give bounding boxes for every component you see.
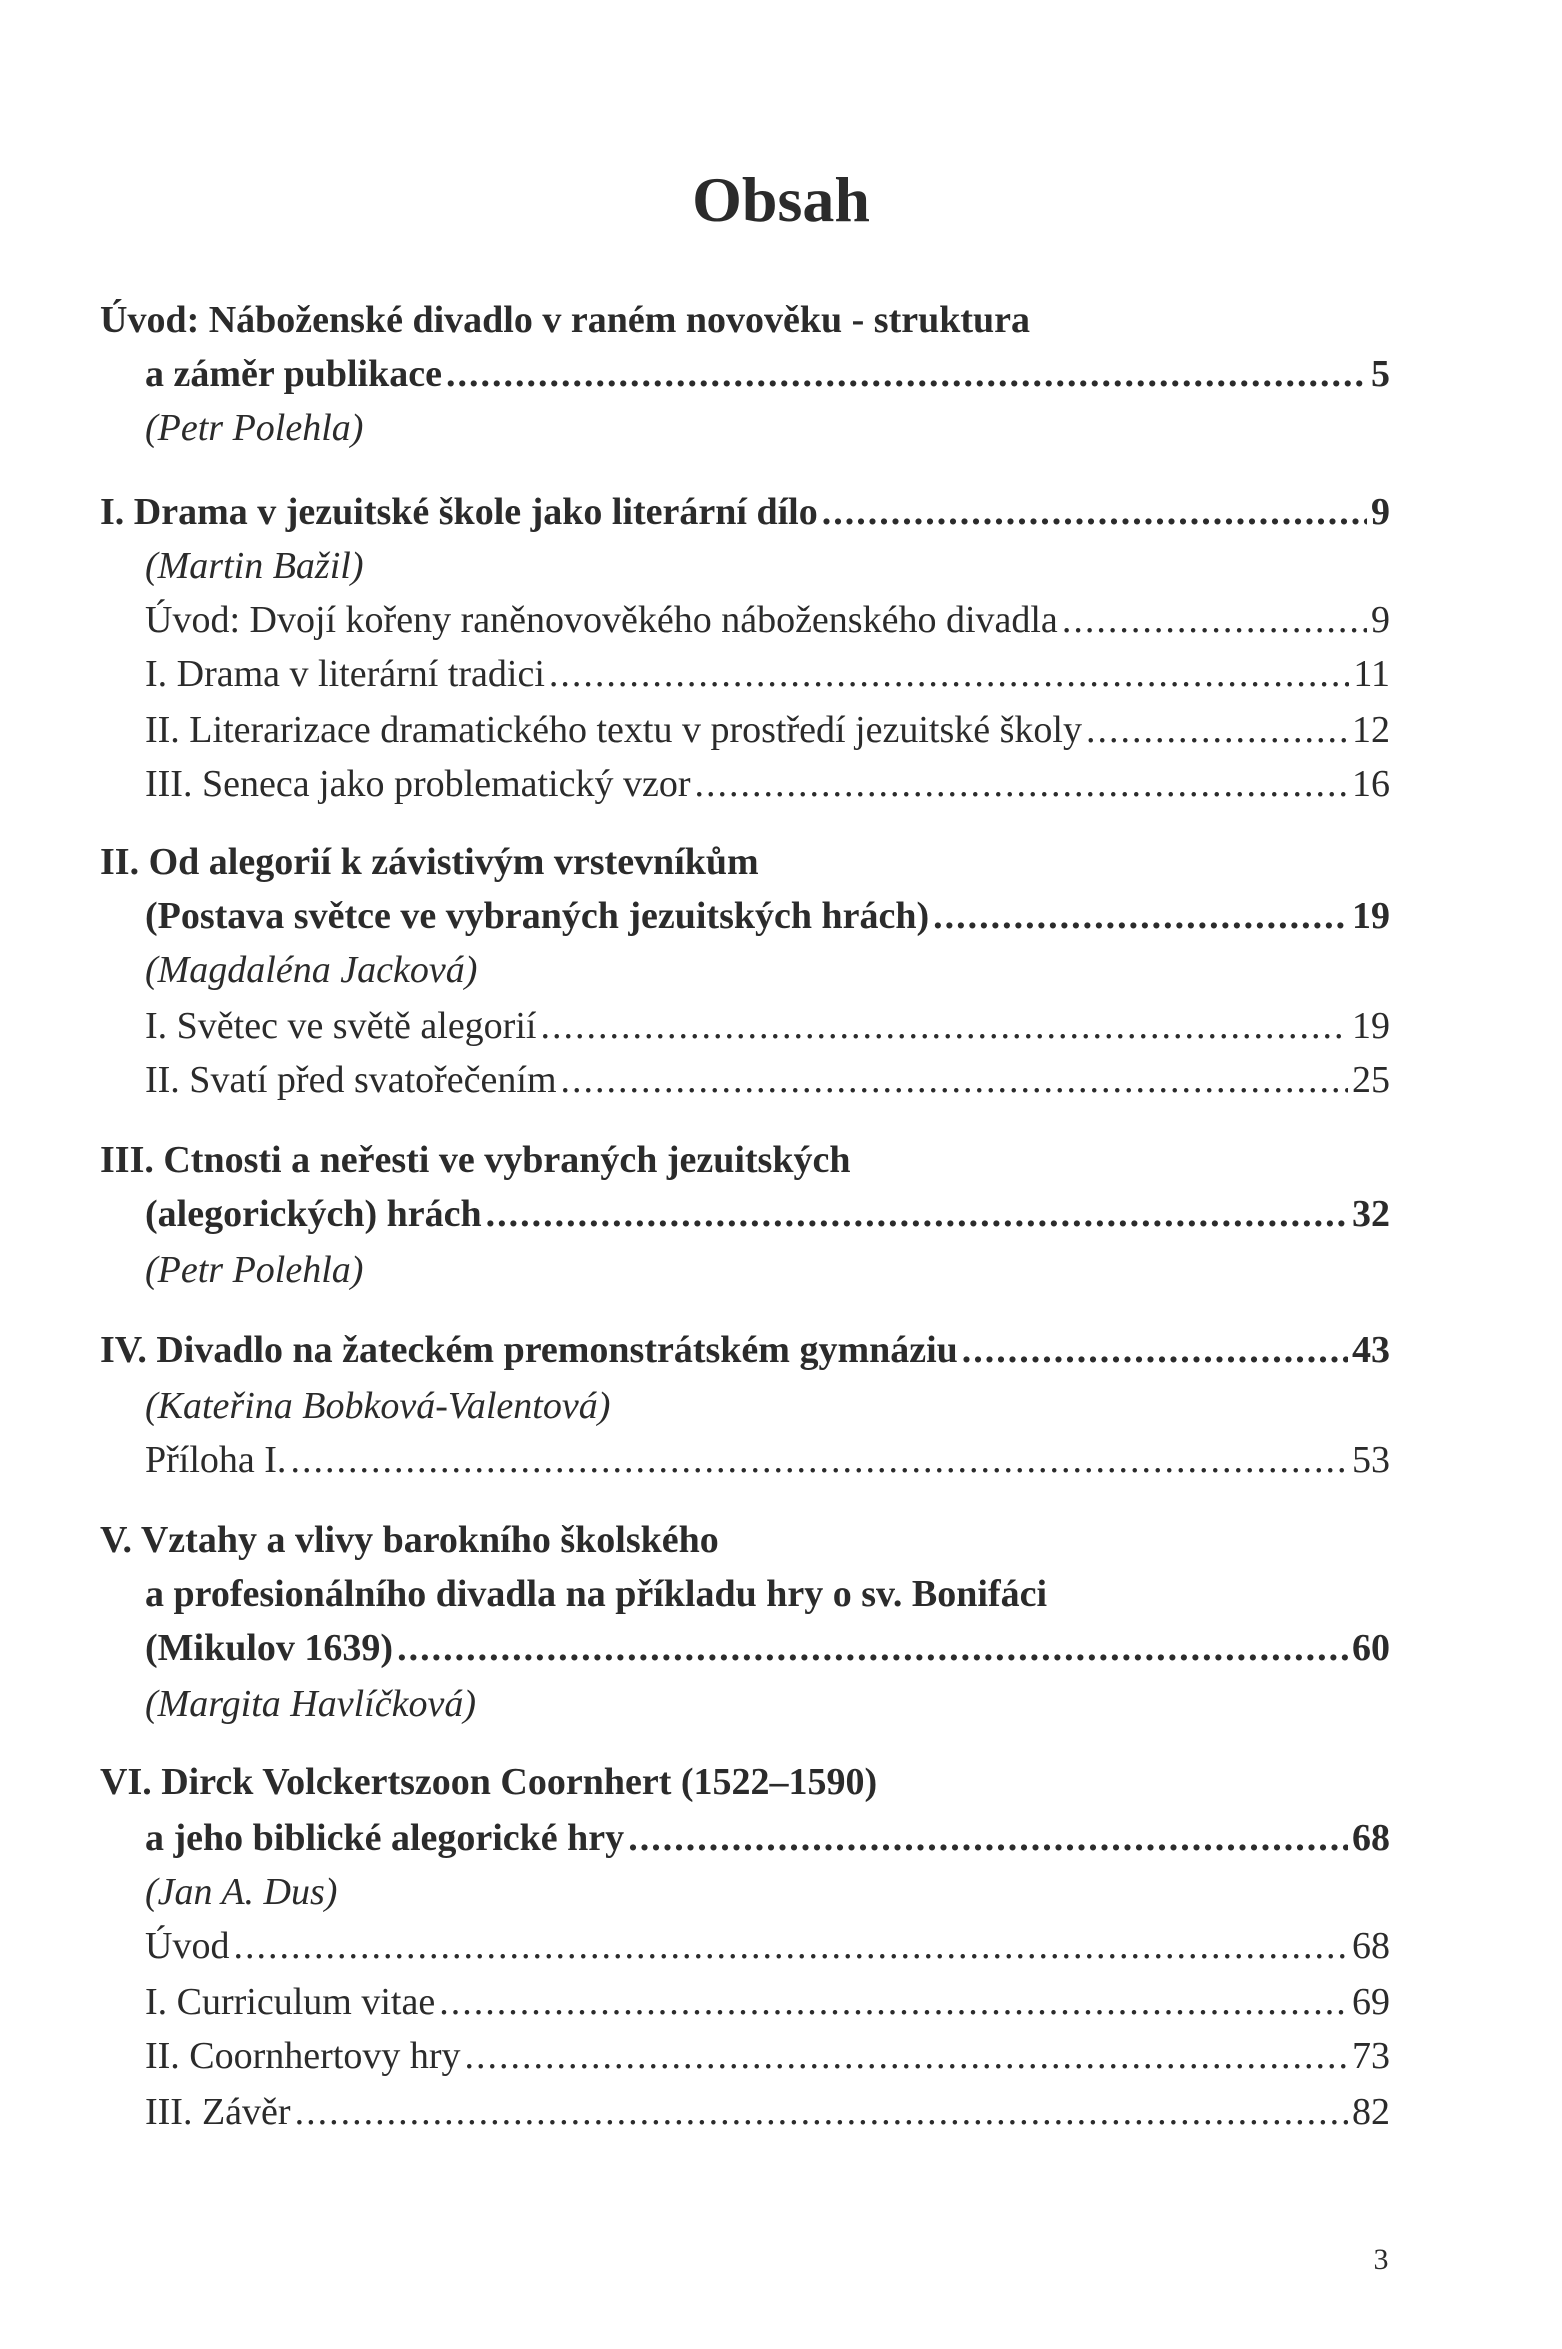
toc-sub-entry[interactable] [145,2028,1390,2084]
toc-heading-title: IV. Divadlo na žateckém premonstrátském gymnáziu [100,1329,958,1371]
toc-heading-entry[interactable] [145,1620,1390,1676]
toc-sub-title: I. Světec ve světě alegorií [145,1005,537,1047]
dot-leader [962,1322,1348,1378]
page-ref: 5 [1371,353,1390,395]
dot-leader [1062,592,1367,648]
toc-heading-title: (Mikulov 1639) [145,1627,394,1669]
page-ref: 82 [1352,2091,1390,2133]
toc-sub-title: I. Drama v literární tradici [145,653,545,695]
toc-sub-entry[interactable] [145,1918,1390,1974]
toc-sub-entry[interactable] [145,1432,1390,1488]
dot-leader [295,2084,1348,2140]
dot-leader [397,1620,1348,1676]
toc-heading-line: V. Vztahy a vlivy barokního školského [100,1519,719,1561]
toc-sub-entry[interactable] [145,1052,1390,1108]
toc-heading-line: a profesionálního divadla na příkladu hry o sv. Bonifáci [145,1573,1048,1615]
page-ref: 69 [1352,1981,1390,2023]
page-ref: 9 [1371,599,1390,641]
dot-leader [486,1186,1348,1242]
dot-leader [439,1974,1348,2030]
author-line: (Jan A. Dus) [145,1871,338,1913]
page-ref: 12 [1352,709,1390,751]
toc-heading-entry[interactable] [100,484,1390,540]
page-ref: 19 [1352,1005,1390,1047]
toc-sub-title: II. Literarizace dramatického textu v prostředí jezuitské školy [145,709,1082,751]
toc-sub-entry[interactable] [145,592,1390,648]
toc-heading-entry[interactable] [145,1810,1390,1866]
toc-sub-title: Úvod [145,1925,230,1967]
toc-sub-title: III. Závěr [145,2091,291,2133]
toc-heading-entry[interactable] [145,888,1390,944]
toc-sub-title: Příloha I. [145,1439,287,1481]
toc-heading-line: Úvod: Náboženské divadlo v raném novověku - struktura [100,299,1031,341]
toc-heading-line: III. Ctnosti a neřesti ve vybraných jezuitských [100,1139,851,1181]
dot-leader [628,1810,1348,1866]
toc-sub-entry[interactable] [145,2084,1390,2140]
author-line: (Petr Polehla) [145,407,364,449]
page-ref: 16 [1352,763,1390,805]
dot-leader [233,1918,1348,1974]
page-ref: 19 [1352,895,1390,937]
page-ref: 60 [1352,1627,1390,1669]
page-ref: 25 [1352,1059,1390,1101]
toc-sub-entry[interactable] [145,756,1390,812]
page-ref: 68 [1352,1925,1390,1967]
toc-sub-title: III. Seneca jako problematický vzor [145,763,691,805]
dot-leader [446,346,1367,402]
toc-sub-entry[interactable] [145,646,1390,702]
toc-heading-title: a záměr publikace [145,353,442,395]
dot-leader [561,1052,1348,1108]
page-ref: 43 [1352,1329,1390,1371]
page-ref: 73 [1352,2035,1390,2077]
dot-leader [933,888,1348,944]
dot-leader [549,646,1350,702]
page-ref: 9 [1371,491,1390,533]
toc-heading-entry[interactable] [100,1322,1390,1378]
toc-sub-title: II. Svatí před svatořečením [145,1059,557,1101]
toc-heading-title: (Postava světce ve vybraných jezuitských hrách) [145,895,930,937]
page-ref: 53 [1352,1439,1390,1481]
author-line: (Magdaléna Jacková) [145,949,478,991]
toc-heading-title: a jeho biblické alegorické hry [145,1817,625,1859]
toc-heading-entry[interactable] [145,1186,1390,1242]
toc-sub-title: I. Curriculum vitae [145,1981,436,2023]
toc-heading-entry[interactable] [145,346,1390,402]
toc-heading-line: VI. Dirck Volckertszoon Coornhert (1522–1590) [100,1761,878,1803]
toc-sub-entry[interactable] [145,1974,1390,2030]
toc-sub-entry[interactable] [145,702,1390,758]
toc-heading-title: (alegorických) hrách [145,1193,482,1235]
dot-leader [1086,702,1348,758]
author-line: (Petr Polehla) [145,1249,364,1291]
toc-sub-title: II. Coornhertovy hry [145,2035,461,2077]
toc-heading-title: I. Drama v jezuitské škole jako literární dílo [100,491,818,533]
page-ref: 32 [1352,1193,1390,1235]
dot-leader [290,1432,1348,1488]
toc-sub-entry[interactable] [145,998,1390,1054]
author-line: (Kateřina Bobková-Valentová) [145,1385,611,1427]
toc-heading-line: II. Od alegorií k závistivým vrstevníkům [100,841,759,883]
toc-sub-title: Úvod: Dvojí kořeny raněnovověkého náboženského divadla [145,599,1058,641]
page-ref: 11 [1353,653,1390,695]
page-ref: 68 [1352,1817,1390,1859]
dot-leader [695,756,1349,812]
page-title: Obsah [692,164,870,235]
dot-leader [465,2028,1348,2084]
author-line: (Margita Havlíčková) [145,1683,476,1725]
dot-leader [540,998,1348,1054]
page-number: 3 [1373,2243,1389,2276]
dot-leader [822,484,1367,540]
author-line: (Martin Bažil) [145,545,364,587]
